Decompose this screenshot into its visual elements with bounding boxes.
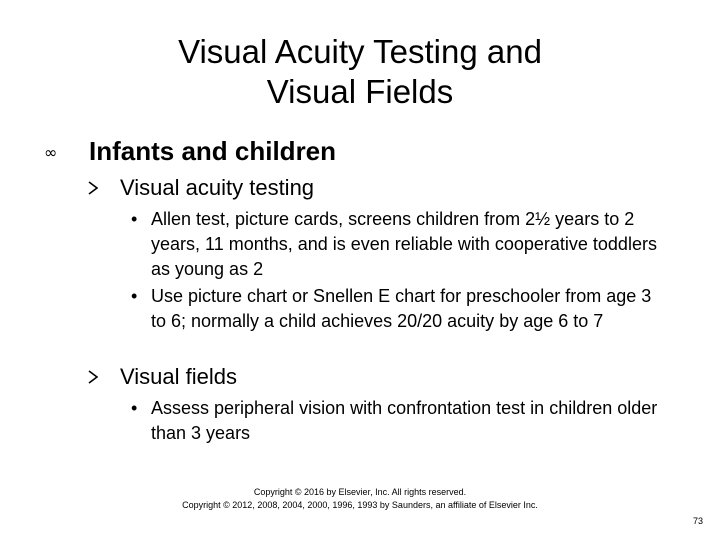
title-line-1: Visual Acuity Testing and [178,33,542,70]
list-item-text: Use picture chart or Snellen E chart for preschooler from age 3 to 6; normally a child achieves 20/20 acuity by age 6 to 7 [151,286,652,331]
section-visual-fields [88,366,688,396]
bullet-infants-and-children [44,134,684,170]
list-item-text: Allen test, picture cards, screens children from 2½ years to 2 years, 11 months, and is even reliable with cooperative toddlers as young as 2 [151,209,657,279]
title-line-2: Visual Fields [266,73,454,110]
copyright-line-2: Copyright © 2012, 2008, 2004, 2000, 1996, 1993 by Saunders, an affiliate of Elsevier Inc. [182,500,538,510]
dot-bullet-icon: • [131,286,138,306]
slide-title [0,32,720,112]
section-heading: Visual acuity testing [120,175,315,200]
list-item [131,284,671,359]
list-item [131,207,671,282]
copyright-footer [140,486,580,512]
list-item [131,396,671,446]
dot-bullet-icon: • [131,209,138,229]
list-item-text: Assess peripheral vision with confrontation test in children older than 3 years [151,398,658,443]
section-heading: Visual fields [120,364,237,389]
section-visual-acuity-testing [88,177,688,207]
arrowhead-bullet-icon [88,370,98,384]
level1-text: Infants and children [89,136,337,166]
arrowhead-bullet-icon [88,181,98,195]
copyright-line-1: Copyright © 2016 by Elsevier, Inc. All rights reserved. [253,487,467,497]
infinity-bullet-icon: ∞ [44,143,58,162]
page-number: 73 [692,516,703,526]
dot-bullet-icon: • [131,398,138,418]
